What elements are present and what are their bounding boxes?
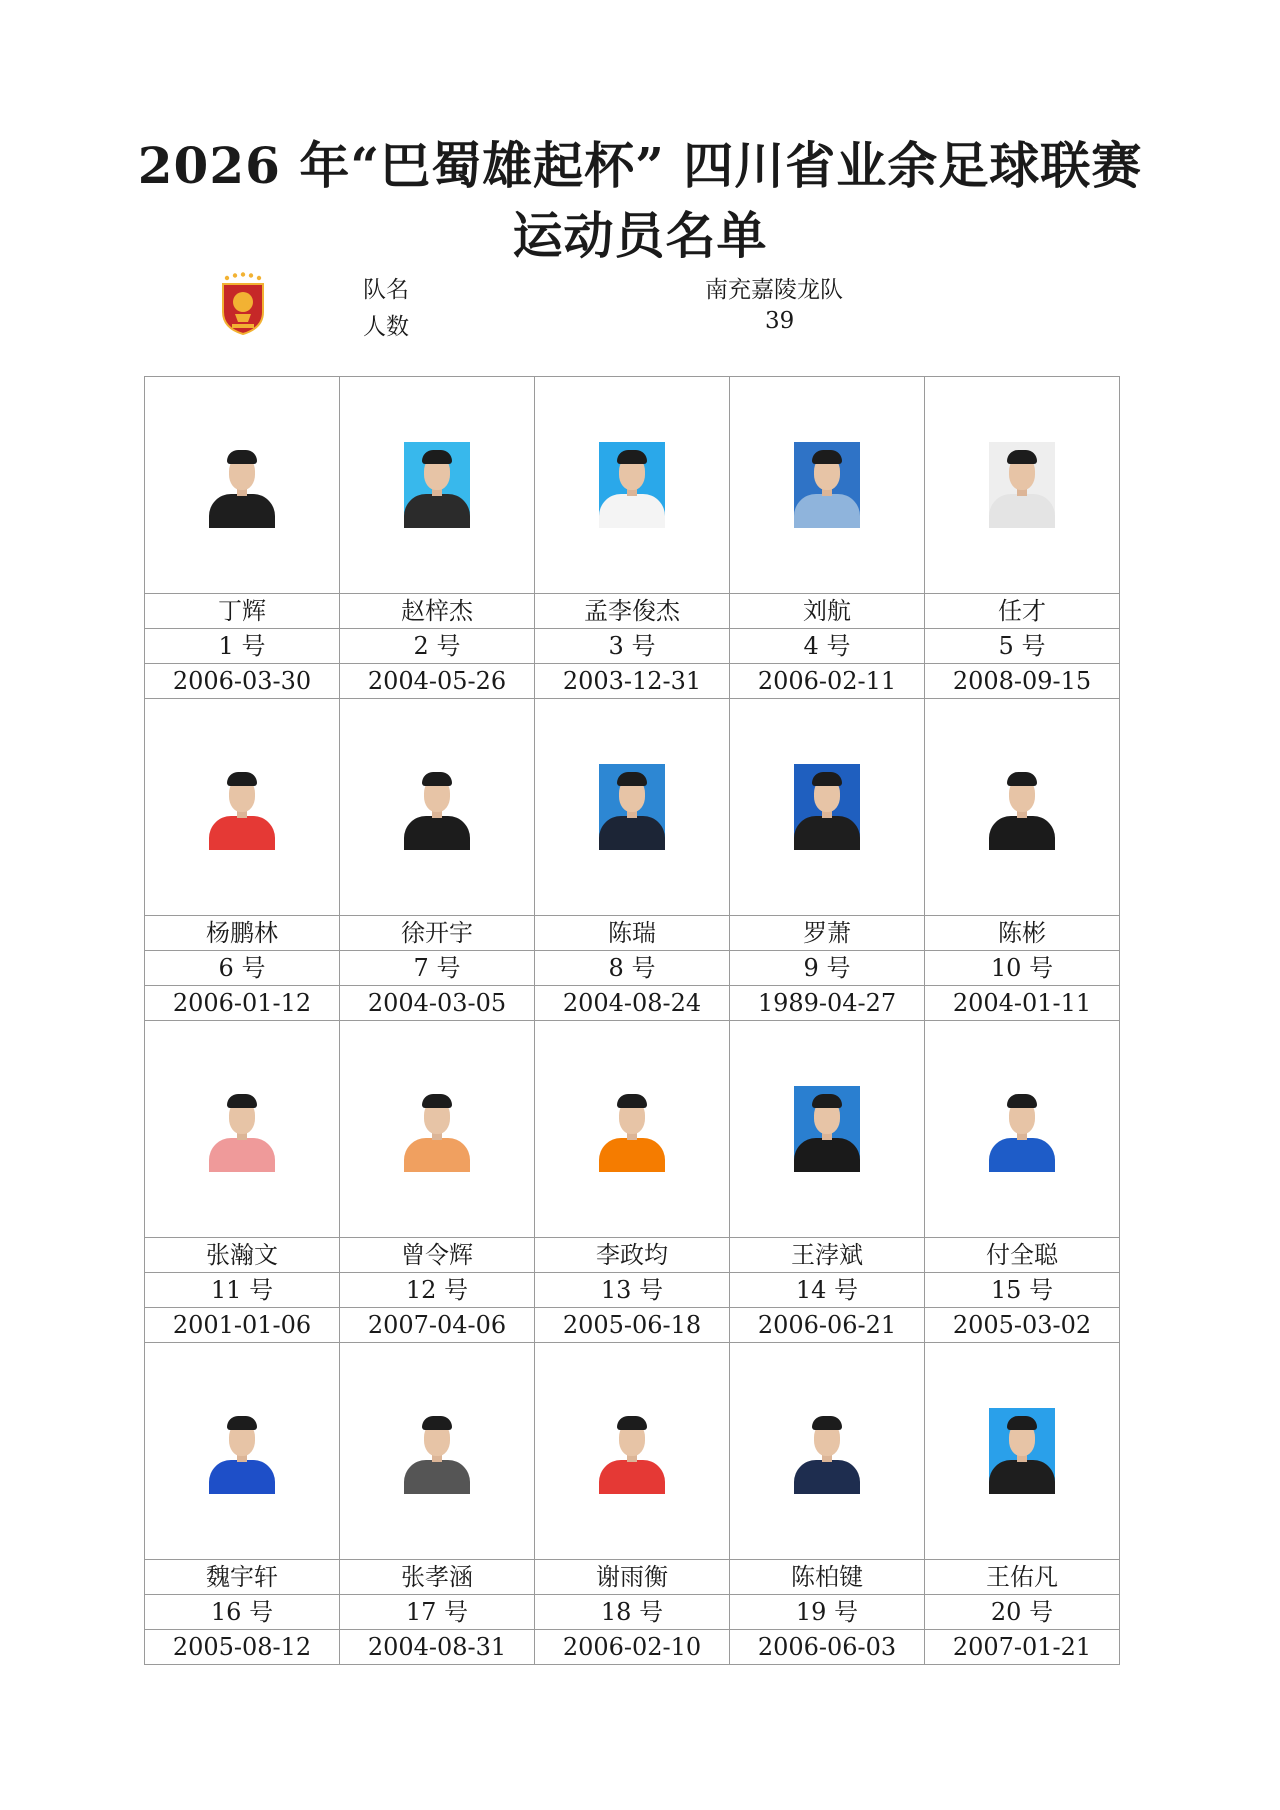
player-number: 11 号 bbox=[145, 1273, 340, 1308]
player-number: 16 号 bbox=[145, 1595, 340, 1630]
photo-row bbox=[145, 377, 1120, 594]
player-birthdate: 2008-09-15 bbox=[925, 664, 1120, 699]
number-row bbox=[145, 951, 1120, 986]
player-number: 5 号 bbox=[925, 629, 1120, 664]
player-name: 张孝涵 bbox=[340, 1560, 535, 1595]
page-title-line2: 运动员名单 bbox=[512, 206, 768, 265]
player-photo-cell bbox=[340, 1343, 535, 1560]
player-birthdate: 2006-06-21 bbox=[730, 1308, 925, 1343]
photo-row bbox=[145, 699, 1120, 916]
player-name: 刘航 bbox=[730, 594, 925, 629]
name-row bbox=[145, 916, 1120, 951]
player-photo-cell bbox=[145, 1343, 340, 1560]
roster-table bbox=[144, 376, 1120, 1665]
player-photo bbox=[209, 442, 275, 528]
player-photo-cell bbox=[535, 699, 730, 916]
player-name: 杨鹏林 bbox=[145, 916, 340, 951]
player-number: 3 号 bbox=[535, 629, 730, 664]
player-photo-cell bbox=[925, 377, 1120, 594]
player-photo-cell bbox=[925, 1343, 1120, 1560]
player-photo-cell bbox=[145, 699, 340, 916]
player-photo-cell bbox=[730, 1021, 925, 1238]
player-name: 王浡斌 bbox=[730, 1238, 925, 1273]
player-number: 20 号 bbox=[925, 1595, 1120, 1630]
player-photo bbox=[599, 1408, 665, 1494]
player-number: 1 号 bbox=[145, 629, 340, 664]
player-photo-cell bbox=[535, 377, 730, 594]
player-photo bbox=[404, 442, 470, 528]
page-title-line1: 2026 年“巴蜀雄起杯” 四川省业余足球联赛 bbox=[137, 136, 1143, 195]
player-birthdate: 2006-02-11 bbox=[730, 664, 925, 699]
player-photo bbox=[404, 1408, 470, 1494]
player-photo-cell bbox=[925, 1021, 1120, 1238]
player-photo bbox=[989, 1086, 1055, 1172]
player-number: 18 号 bbox=[535, 1595, 730, 1630]
player-number: 17 号 bbox=[340, 1595, 535, 1630]
player-photo bbox=[794, 764, 860, 850]
player-number: 9 号 bbox=[730, 951, 925, 986]
player-photo-cell bbox=[145, 1021, 340, 1238]
player-photo bbox=[404, 764, 470, 850]
player-photo-cell bbox=[925, 699, 1120, 916]
birthdate-row bbox=[145, 664, 1120, 699]
player-number: 13 号 bbox=[535, 1273, 730, 1308]
player-photo bbox=[599, 1086, 665, 1172]
player-photo bbox=[209, 1086, 275, 1172]
number-row bbox=[145, 629, 1120, 664]
player-photo bbox=[209, 1408, 275, 1494]
player-name: 丁辉 bbox=[145, 594, 340, 629]
name-row bbox=[145, 1560, 1120, 1595]
player-number: 12 号 bbox=[340, 1273, 535, 1308]
player-photo bbox=[989, 1408, 1055, 1494]
player-photo-cell bbox=[730, 699, 925, 916]
player-number: 15 号 bbox=[925, 1273, 1120, 1308]
birthdate-row bbox=[145, 1308, 1120, 1343]
player-number: 6 号 bbox=[145, 951, 340, 986]
player-name: 魏宇轩 bbox=[145, 1560, 340, 1595]
player-photo-cell bbox=[730, 377, 925, 594]
player-photo-cell bbox=[340, 1021, 535, 1238]
player-photo-cell bbox=[535, 1343, 730, 1560]
player-name: 徐开宇 bbox=[340, 916, 535, 951]
player-name: 王佑凡 bbox=[925, 1560, 1120, 1595]
player-photo-cell bbox=[340, 377, 535, 594]
player-birthdate: 2004-05-26 bbox=[340, 664, 535, 699]
player-name: 李政均 bbox=[535, 1238, 730, 1273]
birthdate-row bbox=[145, 1630, 1120, 1665]
player-number: 14 号 bbox=[730, 1273, 925, 1308]
number-row bbox=[145, 1273, 1120, 1308]
player-photo bbox=[794, 1086, 860, 1172]
player-birthdate: 2007-04-06 bbox=[340, 1308, 535, 1343]
player-photo-cell bbox=[340, 699, 535, 916]
player-name: 罗萧 bbox=[730, 916, 925, 951]
player-number: 7 号 bbox=[340, 951, 535, 986]
player-count-label: 人数 bbox=[363, 314, 409, 340]
player-birthdate: 2001-01-06 bbox=[145, 1308, 340, 1343]
player-birthdate: 2005-06-18 bbox=[535, 1308, 730, 1343]
photo-row bbox=[145, 1343, 1120, 1560]
player-number: 19 号 bbox=[730, 1595, 925, 1630]
team-name-label: 队名 bbox=[363, 277, 409, 303]
player-photo bbox=[989, 764, 1055, 850]
player-number: 2 号 bbox=[340, 629, 535, 664]
player-birthdate: 2005-08-12 bbox=[145, 1630, 340, 1665]
player-name: 陈瑞 bbox=[535, 916, 730, 951]
player-name: 谢雨衡 bbox=[535, 1560, 730, 1595]
player-photo bbox=[794, 1408, 860, 1494]
player-birthdate: 1989-04-27 bbox=[730, 986, 925, 1021]
player-photo bbox=[599, 764, 665, 850]
player-photo bbox=[989, 442, 1055, 528]
player-birthdate: 2006-06-03 bbox=[730, 1630, 925, 1665]
player-name: 付全聪 bbox=[925, 1238, 1120, 1273]
player-number: 4 号 bbox=[730, 629, 925, 664]
player-birthdate: 2003-12-31 bbox=[535, 664, 730, 699]
player-birthdate: 2004-01-11 bbox=[925, 986, 1120, 1021]
player-birthdate: 2004-08-24 bbox=[535, 986, 730, 1021]
name-row bbox=[145, 594, 1120, 629]
player-name: 孟李俊杰 bbox=[535, 594, 730, 629]
player-name: 张瀚文 bbox=[145, 1238, 340, 1273]
player-photo bbox=[404, 1086, 470, 1172]
number-row bbox=[145, 1595, 1120, 1630]
player-name: 赵梓杰 bbox=[340, 594, 535, 629]
player-name: 任才 bbox=[925, 594, 1120, 629]
photo-row bbox=[145, 1021, 1120, 1238]
player-number: 8 号 bbox=[535, 951, 730, 986]
birthdate-row bbox=[145, 986, 1120, 1021]
player-birthdate: 2004-08-31 bbox=[340, 1630, 535, 1665]
player-photo bbox=[794, 442, 860, 528]
player-birthdate: 2006-03-30 bbox=[145, 664, 340, 699]
player-number: 10 号 bbox=[925, 951, 1120, 986]
player-birthdate: 2005-03-02 bbox=[925, 1308, 1120, 1343]
player-photo-cell bbox=[535, 1021, 730, 1238]
player-name: 陈柏键 bbox=[730, 1560, 925, 1595]
player-photo-cell bbox=[145, 377, 340, 594]
player-photo-cell bbox=[730, 1343, 925, 1560]
team-logo bbox=[218, 272, 268, 338]
player-photo bbox=[599, 442, 665, 528]
player-birthdate: 2006-01-12 bbox=[145, 986, 340, 1021]
player-birthdate: 2006-02-10 bbox=[535, 1630, 730, 1665]
player-photo bbox=[209, 764, 275, 850]
player-birthdate: 2004-03-05 bbox=[340, 986, 535, 1021]
player-count-value: 39 bbox=[765, 308, 795, 334]
player-name: 陈彬 bbox=[925, 916, 1120, 951]
player-name: 曾令辉 bbox=[340, 1238, 535, 1273]
player-birthdate: 2007-01-21 bbox=[925, 1630, 1120, 1665]
team-name-value: 南充嘉陵龙队 bbox=[705, 277, 843, 303]
name-row bbox=[145, 1238, 1120, 1273]
